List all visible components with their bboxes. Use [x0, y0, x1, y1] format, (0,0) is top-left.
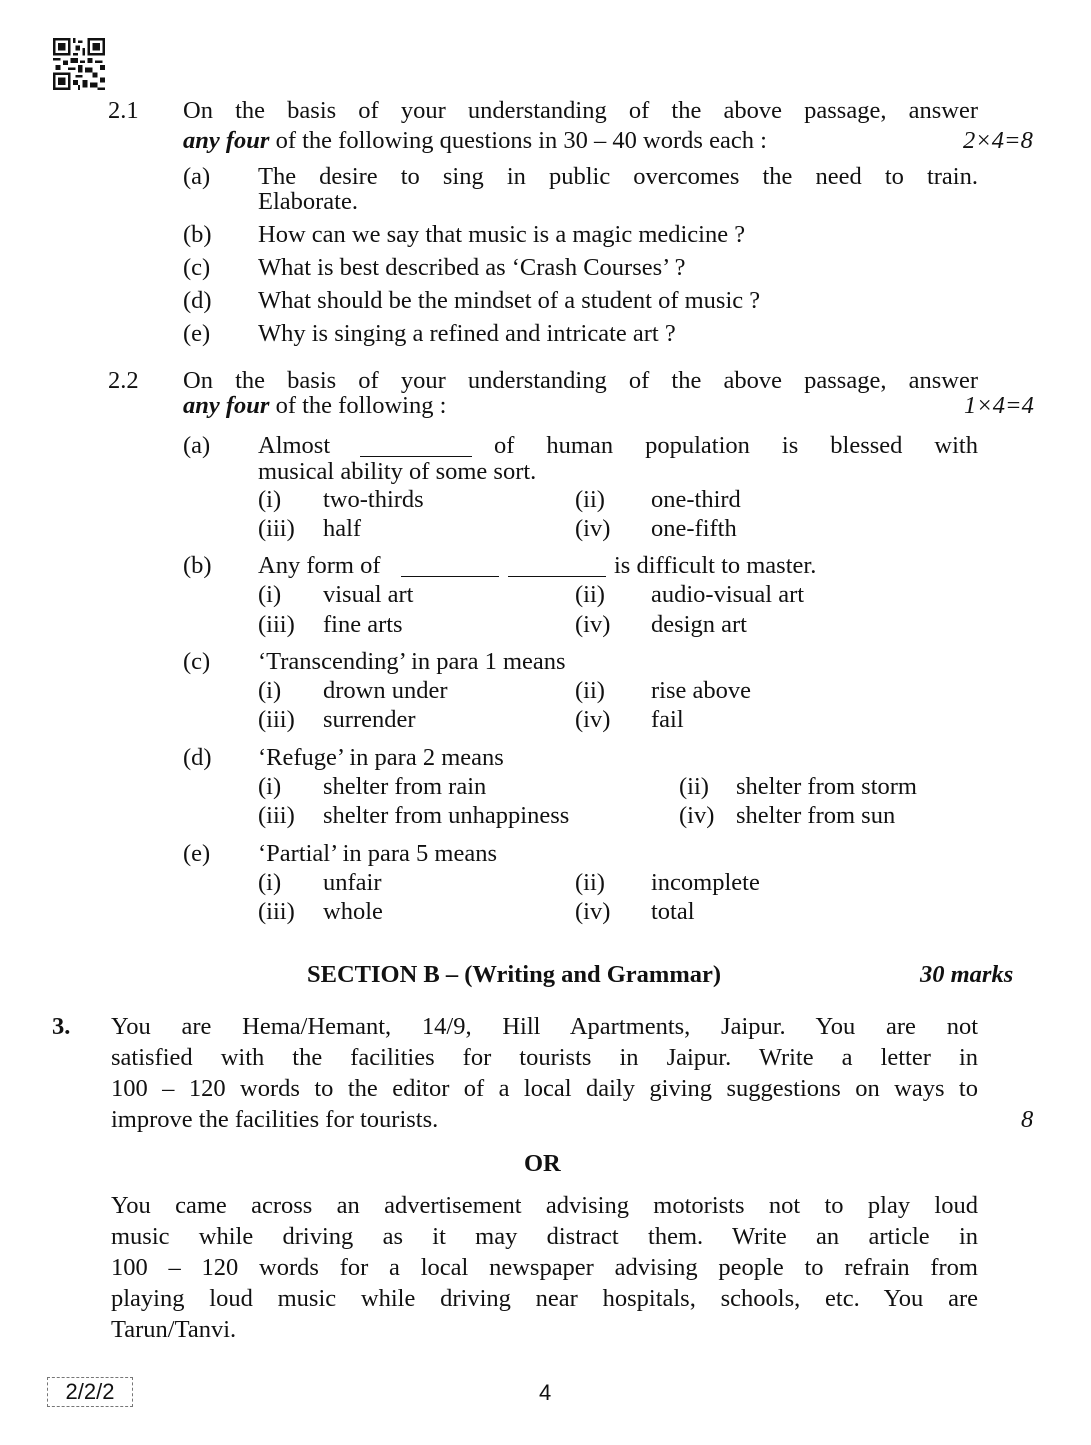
- option-number: (i): [258, 869, 282, 896]
- item-label: (b): [183, 552, 212, 579]
- option-number: (iv): [575, 898, 611, 925]
- marks-label: 2×4=8: [963, 127, 1033, 154]
- option-number: (i): [258, 581, 282, 608]
- marks-label: 1×4=4: [964, 392, 1034, 419]
- item-text: ‘Refuge’ in para 2 means: [258, 744, 504, 771]
- option-text: fail: [651, 706, 684, 733]
- question-line: satisfied with the facilities for tourists in Jaipur. Write a letter in: [111, 1044, 978, 1071]
- item-text-pre: Almost: [258, 432, 331, 459]
- item-text-post: is difficult to master.: [614, 552, 817, 579]
- option-number: (ii): [575, 581, 605, 608]
- section-marks: 30 marks: [920, 961, 1014, 988]
- question-alt-body: [111, 1193, 978, 1348]
- question-number: 2.1: [108, 97, 139, 124]
- option-text: fine arts: [323, 611, 403, 638]
- item-label: (a): [183, 432, 211, 459]
- instruction-text: of the following :: [269, 392, 447, 419]
- option-text: one-third: [651, 486, 741, 513]
- item-text-cont: musical ability of some sort.: [258, 458, 537, 485]
- item-label: (e): [183, 840, 211, 867]
- item-text: How can we say that music is a magic medicine ?: [258, 221, 746, 248]
- item-label: (e): [183, 320, 211, 347]
- qr-code-icon: [53, 38, 105, 90]
- option-number: (iii): [258, 515, 295, 542]
- question-line: playing loud music while driving near hospitals, schools, etc. You are: [111, 1285, 978, 1312]
- item-text: The desire to sing in public overcomes the need to train.: [258, 163, 978, 190]
- question-number: 2.2: [108, 367, 139, 394]
- option-number: (ii): [575, 486, 605, 513]
- fill-in-blank: [360, 436, 472, 457]
- option-number: (ii): [679, 773, 709, 800]
- option-text: shelter from storm: [736, 773, 917, 800]
- question-text: On the basis of your understanding of the above passage, answer: [183, 367, 978, 394]
- option-text: visual art: [323, 581, 414, 608]
- option-text: design art: [651, 611, 747, 638]
- paper-code: 2/2/2: [47, 1377, 133, 1407]
- option-number: (i): [258, 486, 282, 513]
- emphasis-text: any four: [183, 127, 270, 154]
- option-number: (iv): [679, 802, 715, 829]
- option-text: surrender: [323, 706, 416, 733]
- item-text: What is best described as ‘Crash Courses’ ?: [258, 254, 686, 281]
- option-text: shelter from rain: [323, 773, 487, 800]
- item-label: (d): [183, 744, 212, 771]
- option-number: (i): [258, 773, 282, 800]
- item-text: ‘Partial’ in para 5 means: [258, 840, 498, 867]
- item-label: (c): [183, 648, 211, 675]
- option-text: one-fifth: [651, 515, 737, 542]
- item-text: What should be the mindset of a student of music ?: [258, 287, 761, 314]
- option-text: unfair: [323, 869, 382, 896]
- option-number: (iii): [258, 611, 295, 638]
- option-number: (i): [258, 677, 282, 704]
- item-label: (a): [183, 163, 211, 190]
- option-text: shelter from sun: [736, 802, 896, 829]
- option-number: (iii): [258, 706, 295, 733]
- emphasis-text: any four: [183, 392, 270, 419]
- question-line: 100 – 120 words for a local newspaper advising people to refrain from: [111, 1254, 978, 1281]
- option-number: (iv): [575, 706, 611, 733]
- option-number: (iv): [575, 515, 611, 542]
- item-label: (c): [183, 254, 211, 281]
- question-body: [111, 1014, 978, 1138]
- option-text: rise above: [651, 677, 751, 704]
- item-text: ‘Transcending’ in para 1 means: [258, 648, 566, 675]
- option-text: total: [651, 898, 695, 925]
- option-text: shelter from unhappiness: [323, 802, 570, 829]
- question-number: 3.: [52, 1013, 71, 1040]
- section-title: SECTION B – (Writing and Grammar): [307, 961, 722, 988]
- question-text: On the basis of your understanding of the above passage, answer: [183, 97, 978, 124]
- item-text-pre: Any form of: [258, 552, 381, 579]
- item-label: (b): [183, 221, 212, 248]
- option-text: incomplete: [651, 869, 760, 896]
- option-number: (iii): [258, 802, 295, 829]
- option-number: (iii): [258, 898, 295, 925]
- option-number: (ii): [575, 869, 605, 896]
- option-number: (iv): [575, 611, 611, 638]
- item-label: (d): [183, 287, 212, 314]
- or-separator: OR: [524, 1150, 561, 1177]
- question-instruction: [183, 393, 446, 419]
- option-text: half: [323, 515, 362, 542]
- fill-in-blank: [401, 556, 499, 577]
- question-line: improve the facilities for tourists.: [111, 1106, 439, 1133]
- page-number: 4: [539, 1380, 552, 1405]
- fill-in-blank: [508, 556, 606, 577]
- marks-label: 8: [1021, 1106, 1034, 1133]
- question-line: You are Hema/Hemant, 14/9, Hill Apartments, Jaipur. You are not: [111, 1013, 978, 1040]
- option-text: whole: [323, 898, 383, 925]
- option-text: audio-visual art: [651, 581, 805, 608]
- item-text-post: of human population is blessed with: [494, 432, 978, 459]
- option-text: drown under: [323, 677, 448, 704]
- question-line: 100 – 120 words to the editor of a local daily giving suggestions on ways to: [111, 1075, 978, 1102]
- question-line: music while driving as it may distract them. Write an article in: [111, 1223, 978, 1250]
- item-text-cont: Elaborate.: [258, 188, 358, 215]
- option-number: (ii): [575, 677, 605, 704]
- item-text: Why is singing a refined and intricate art ?: [258, 320, 676, 347]
- option-text: two-thirds: [323, 486, 424, 513]
- question-line: Tarun/Tanvi.: [111, 1316, 237, 1343]
- question-instruction: [183, 128, 767, 154]
- instruction-text: of the following questions in 30 – 40 words each :: [269, 127, 767, 154]
- question-line: You came across an advertisement advising motorists not to play loud: [111, 1192, 978, 1219]
